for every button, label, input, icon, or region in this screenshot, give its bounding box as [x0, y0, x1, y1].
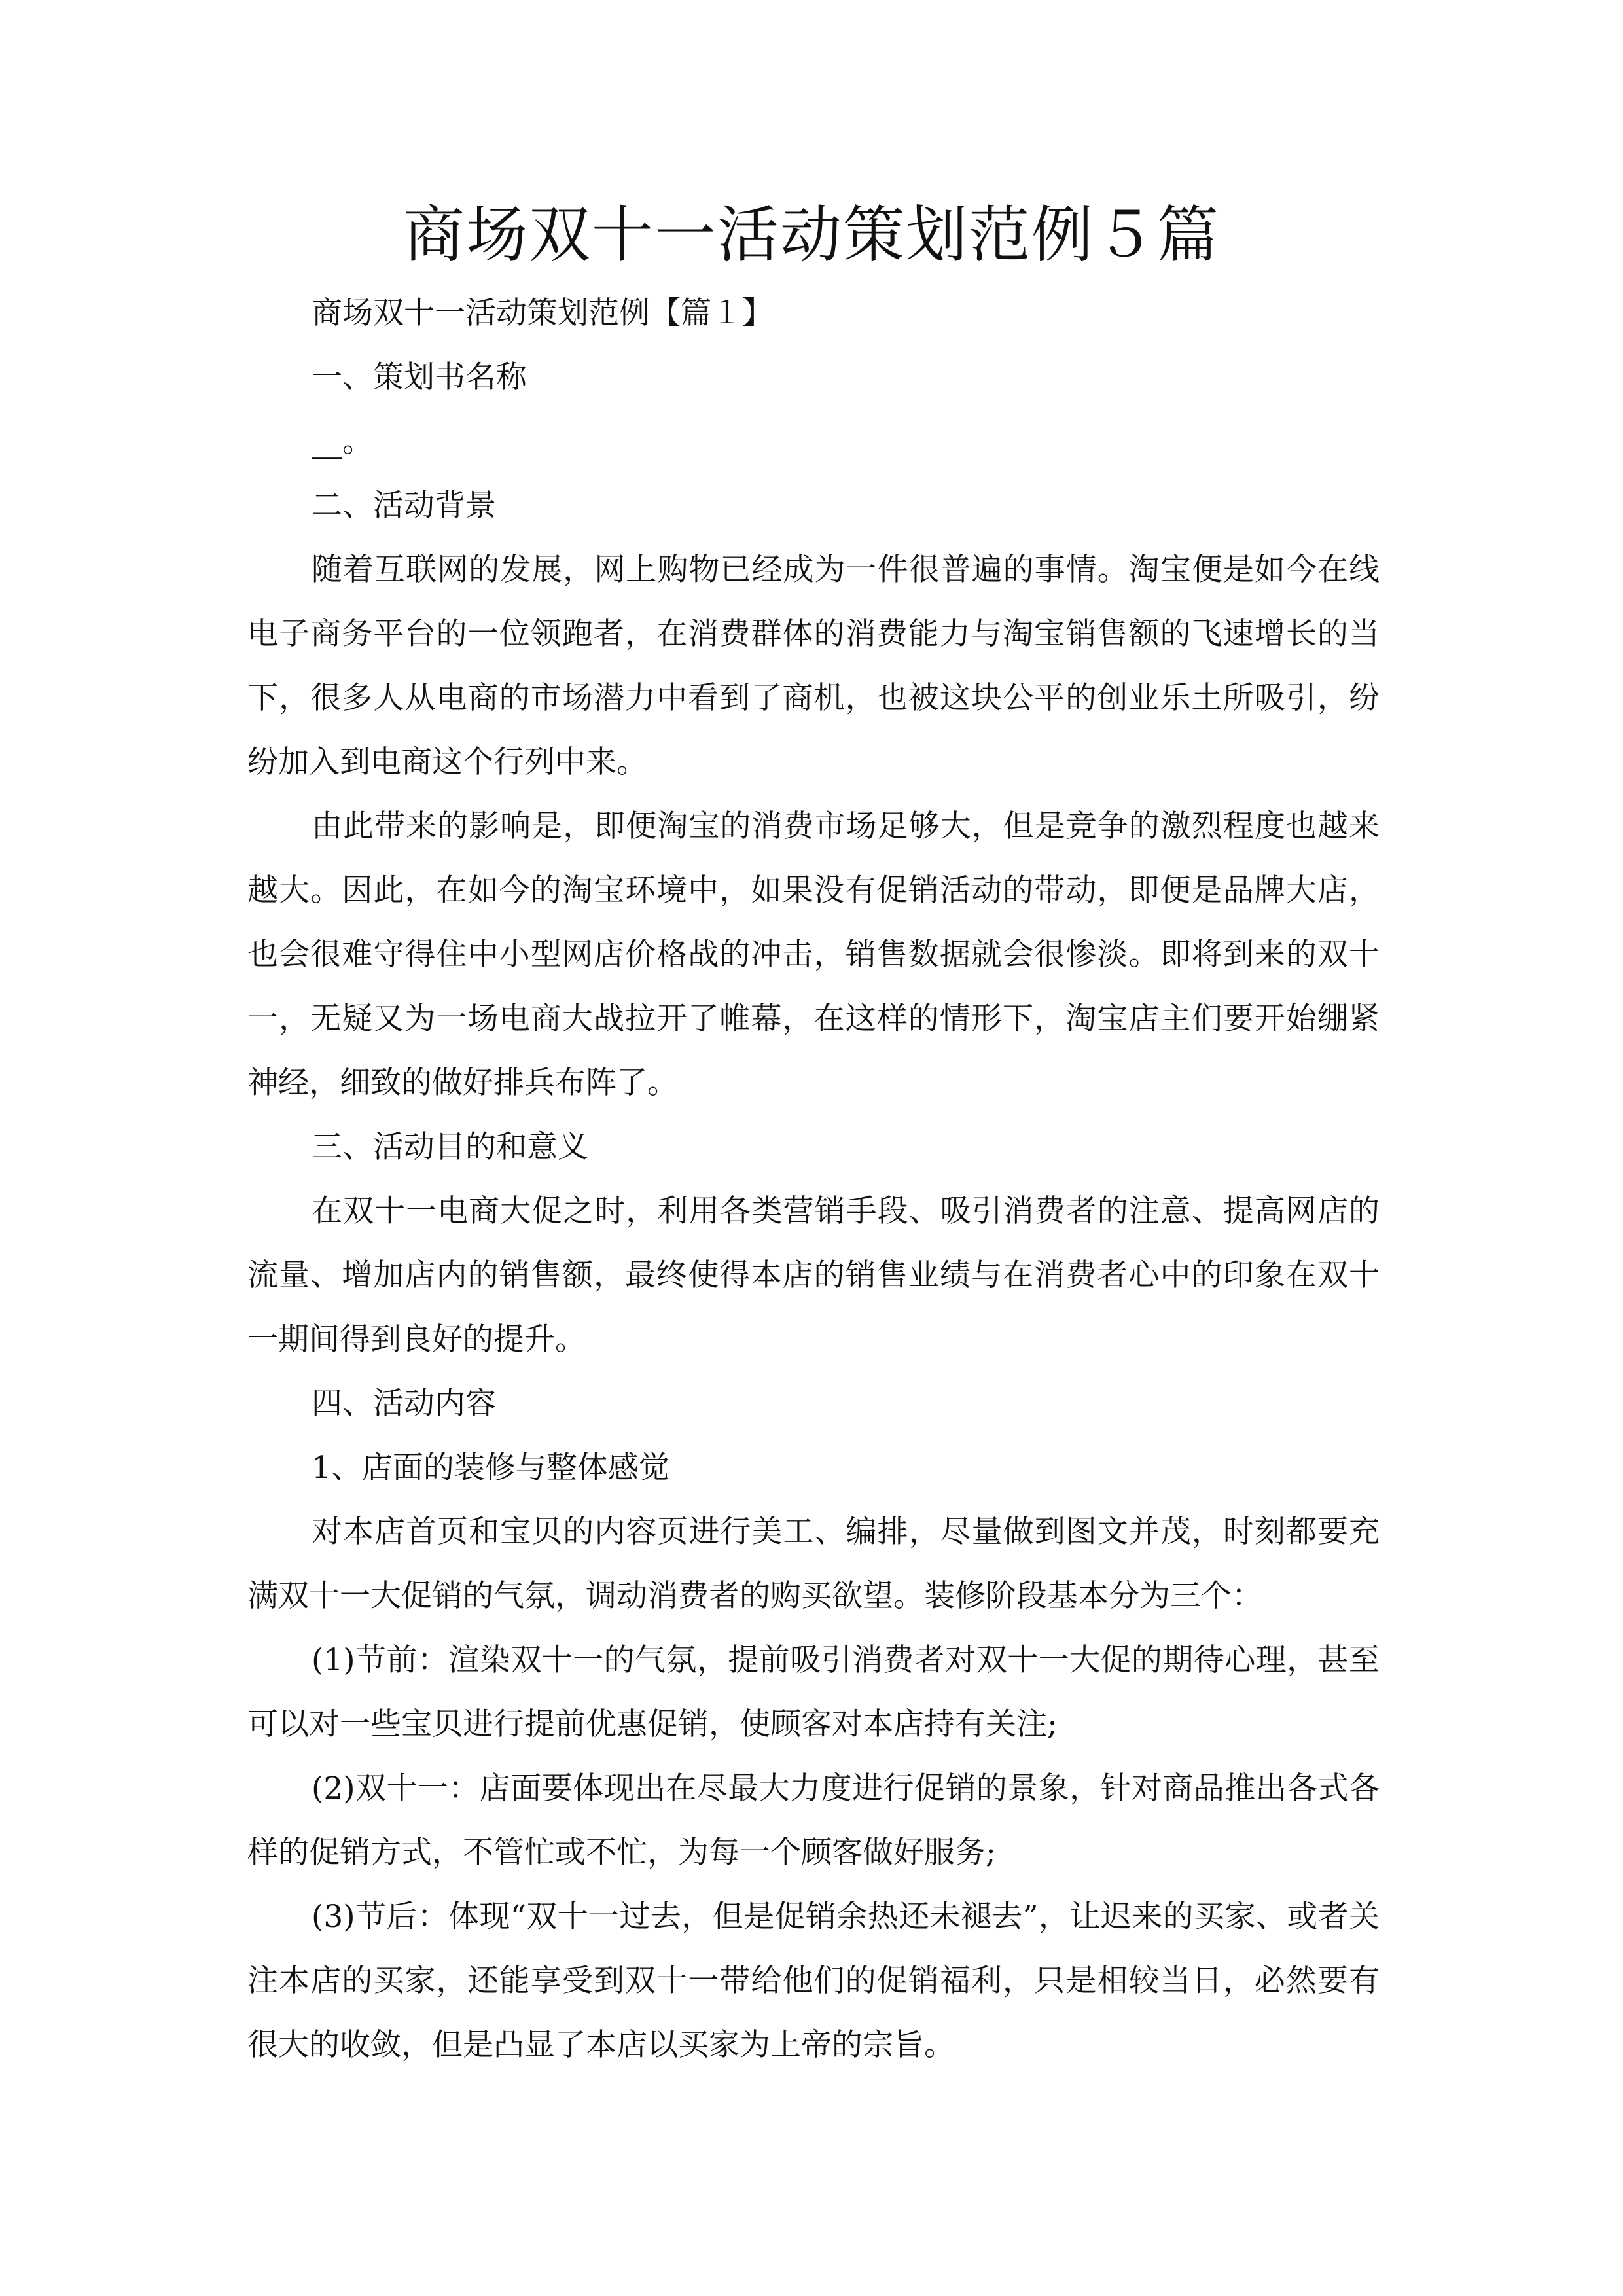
list-item-before-festival: (1)节前：渲染双十一的气氛，提前吸引消费者对双十一大促的期待心理，甚至可以对一些宝贝进行提前优惠促销，使顾客对本店持有关注;	[247, 1642, 1380, 1742]
section-heading-article-1: 商场双十一活动策划范例【篇１】	[312, 295, 773, 331]
document-body	[247, 281, 1380, 2077]
list-item-after-festival: (3)节后：体现“双十一过去，但是促销余热还未褪去”，让迟来的买家、或者关注本店的买家，还能享受到双十一带给他们的促销福利，只是相较当日，必然要有很大的收敛，但是凸显了本店以买家为上帝的宗旨。	[247, 1899, 1380, 2063]
heading-background: 二、活动背景	[312, 488, 496, 524]
paragraph-background-2: 由此带来的影响是，即便淘宝的消费市场足够大，但是竞争的激烈程度也越来越大。因此，在如今的淘宝环境中，如果没有促销活动的带动，即便是品牌大店，也会很难守得住中小型网店价格战的冲击，销售数据就会很惨淡。即将到来的双十一，无疑又为一场电商大战拉开了帷幕，在这样的情形下，淘宝店主们要开始绷紧神经，细致的做好排兵布阵了。	[247, 808, 1380, 1101]
heading-content: 四、活动内容	[312, 1386, 496, 1422]
paragraph-decoration: 对本店首页和宝贝的内容页进行美工、编排，尽量做到图文并茂，时刻都要充满双十一大促销的气氛，调动消费者的购买欲望。装修阶段基本分为三个：	[247, 1514, 1380, 1614]
plan-name-blank: __。	[312, 423, 373, 459]
subheading-store-decoration: 1、店面的装修与整体感觉	[312, 1450, 669, 1486]
list-item-festival-day: (2)双十一：店面要体现出在尽最大力度进行促销的景象，针对商品推出各式各样的促销方式，不管忙或不忙，为每一个顾客做好服务;	[247, 1770, 1380, 1871]
paragraph-background-1: 随着互联网的发展，网上购物已经成为一件很普遍的事情。淘宝便是如今在线电子商务平台的一位领跑者，在消费群体的消费能力与淘宝销售额的飞速增长的当下，很多人从电商的市场潜力中看到了商机，也被这块公平的创业乐土所吸引，纷纷加入到电商这个行列中来。	[247, 552, 1380, 780]
document-title: 商场双十一活动策划范例５篇	[402, 200, 1220, 271]
heading-plan-name: 一、策划书名称	[312, 359, 527, 395]
paragraph-purpose: 在双十一电商大促之时，利用各类营销手段、吸引消费者的注意、提高网店的流量、增加店内的销售额，最终使得本店的销售业绩与在消费者心中的印象在双十一期间得到良好的提升。	[247, 1193, 1380, 1357]
heading-purpose: 三、活动目的和意义	[312, 1129, 588, 1165]
